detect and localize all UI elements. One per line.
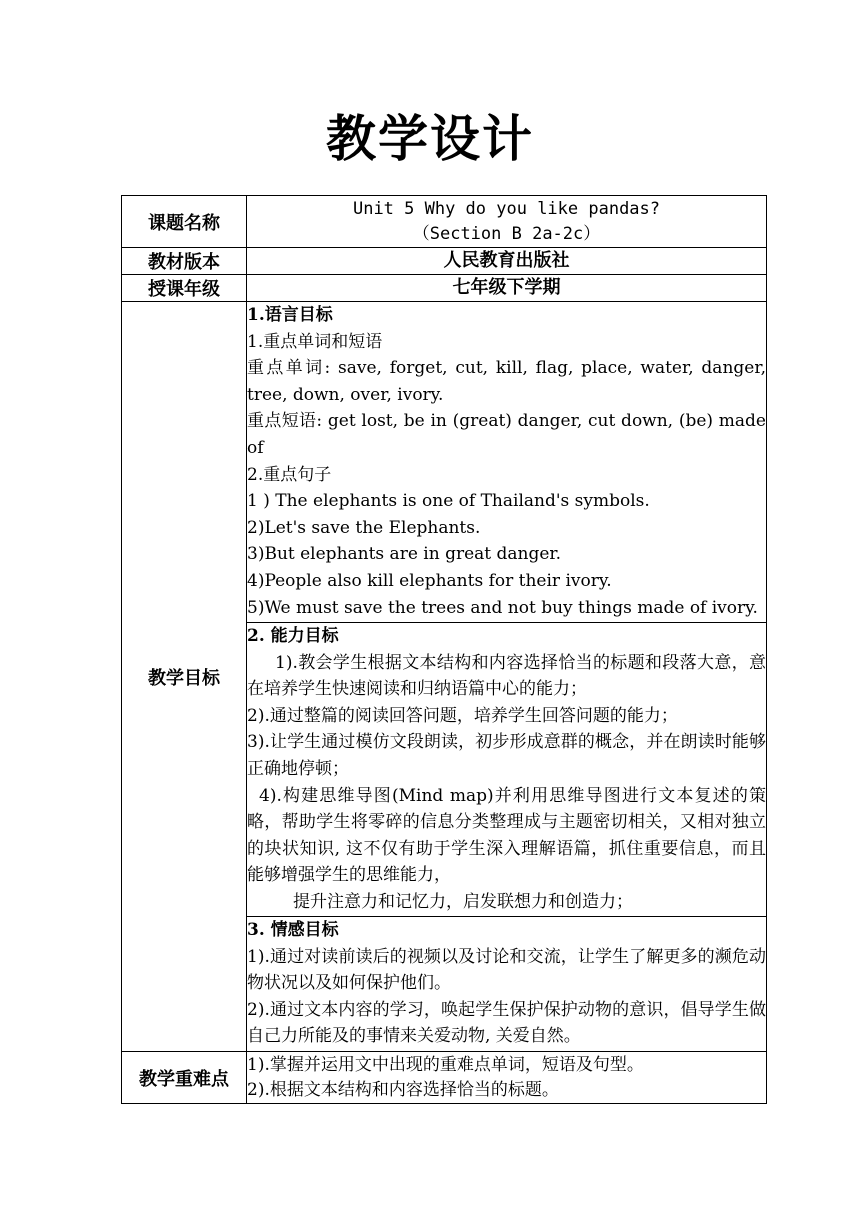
difficulties-label: 教学重难点 [122, 1052, 247, 1104]
language-objectives [247, 302, 767, 623]
emotion-heading: 3. 情感目标 [247, 920, 339, 940]
emotion-objectives [247, 917, 767, 1052]
language-line: 4)People also kill elephants for their ivory. [247, 570, 612, 591]
language-line: 1.重点单词和短语 [247, 331, 383, 352]
lesson-plan-table [121, 195, 767, 1104]
row-difficulties [122, 1052, 767, 1104]
topic-label: 课题名称 [122, 196, 247, 248]
grade-value: 七年级下学期 [247, 275, 767, 302]
row-grade [122, 275, 767, 302]
ability-line: 1).教会学生根据文本结构和内容选择恰当的标题和段落大意，意在培养学生快速阅读和归纳语篇中心的能力； [247, 652, 766, 700]
difficulty-line: 2).根据文本结构和内容选择恰当的标题。 [247, 1079, 559, 1100]
language-line: 5)We must save the trees and not buy things made of ivory. [247, 597, 758, 618]
language-line: 2)Let's save the Elephants. [247, 517, 481, 538]
emotion-line: 1).通过对读前读后的视频以及讨论和交流，让学生了解更多的濒危动物状况以及如何保护他们。 [247, 946, 766, 994]
textbook-label: 教材版本 [122, 248, 247, 275]
row-topic [122, 196, 767, 248]
row-textbook [122, 248, 767, 275]
topic-line-1: Unit 5 Why do you like pandas? [352, 198, 661, 219]
textbook-value: 人民教育出版社 [247, 248, 767, 275]
language-line: 重点单词: save, forget, cut, kill, flag, place, water, danger, tree, down, over, ivory. [247, 358, 766, 405]
language-line: 3)But elephants are in great danger. [247, 544, 562, 565]
topic-value [247, 196, 767, 248]
difficulties-value [247, 1052, 767, 1104]
ability-objectives [247, 623, 767, 917]
language-line: 2.重点句子 [247, 464, 332, 485]
emotion-line: 2).通过文本内容的学习，唤起学生保护保护动物的意识，倡导学生做自己力所能及的事情来关爱动物, 关爱自然。 [247, 999, 766, 1047]
ability-line: 3).让学生通过模仿文段朗读，初步形成意群的概念，并在朗读时能够正确地停顿； [247, 732, 766, 779]
page-title: 教学设计 [326, 110, 534, 168]
ability-line: 2).通过整篇的阅读回答问题，培养学生回答问题的能力； [247, 705, 678, 726]
row-objectives-language [122, 302, 767, 623]
ability-heading: 2. 能力目标 [247, 626, 339, 646]
difficulty-line: 1).掌握并运用文中出现的重难点单词，短语及句型。 [247, 1054, 644, 1075]
grade-label: 授课年级 [122, 275, 247, 302]
language-heading: 1.语言目标 [247, 305, 333, 325]
objectives-label: 教学目标 [122, 302, 247, 1052]
ability-line: 4).构建思维导图(Mind map)并利用思维导图进行文本复述的策略，帮助学生将零碎的信息分类整理成与主题密切相关，又相对独立的块状知识, 这不仅有助于学生深入理解语篇，抓住重要信息，而且能够增强学生的思维能力， [247, 785, 766, 886]
ability-line: 提升注意力和记忆力，启发联想力和创造力； [293, 891, 633, 912]
language-line: 1 ) The elephants is one of Thailand's symbols. [247, 491, 650, 512]
topic-line-2: （Section B 2a-2c） [412, 223, 601, 244]
language-line: 重点短语: get lost, be in (great) danger, cut down, (be) made of [247, 411, 766, 458]
